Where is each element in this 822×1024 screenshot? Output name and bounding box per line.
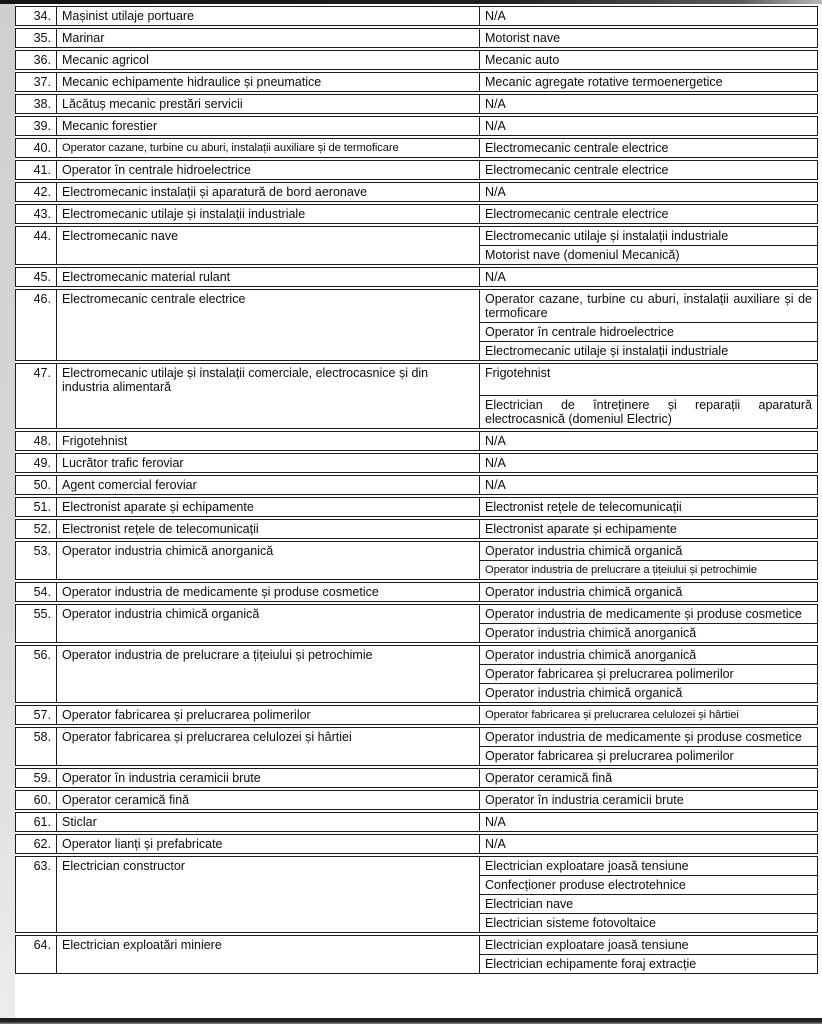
occupation-cell: Electrician exploatări miniere <box>57 936 480 973</box>
related-occupations-cell <box>480 769 817 787</box>
left-page-margin <box>0 0 15 1024</box>
occupation-cell: Electronist rețele de telecomunicații <box>57 520 480 538</box>
occupation-cell: Electromecanic centrale electrice <box>57 290 480 360</box>
row-number-cell: 48. <box>16 432 57 450</box>
row-number-cell: 38. <box>16 95 57 113</box>
row-number-cell: 43. <box>16 205 57 223</box>
table-row <box>15 50 818 70</box>
occupation-cell: Agent comercial feroviar <box>57 476 480 494</box>
occupation-cell: Operator fabricarea și prelucrarea polimerilor <box>57 706 480 724</box>
related-occupations-cell <box>480 520 817 538</box>
row-number-cell: 58. <box>16 728 57 765</box>
related-occupation-entry: Operator fabricarea și prelucrarea polimerilor <box>480 664 817 683</box>
table-row <box>15 856 818 933</box>
related-occupations-cell <box>480 476 817 494</box>
related-occupations-cell <box>480 454 817 472</box>
related-occupations-cell <box>480 161 817 179</box>
related-occupation-entry: Operator industria de medicamente și produse cosmetice <box>485 730 802 744</box>
occupation-cell: Lăcătuș mecanic prestări servicii <box>57 95 480 113</box>
row-number-cell: 41. <box>16 161 57 179</box>
table-row <box>15 541 818 580</box>
table-row <box>15 160 818 180</box>
row-number-cell: 39. <box>16 117 57 135</box>
related-occupation-entry: Motorist nave <box>485 31 561 45</box>
occupation-cell: Mecanic echipamente hidraulice și pneumatice <box>57 73 480 91</box>
table-row <box>15 363 818 429</box>
related-occupation-entry: N/A <box>485 119 506 133</box>
row-number-cell: 53. <box>16 542 57 579</box>
related-occupations-cell <box>480 290 817 360</box>
related-occupation-entry: Electrician exploatare joasă tensiune <box>485 859 689 873</box>
related-occupation-entry: Operator fabricarea și prelucrarea celulozei și hârtiei <box>485 709 739 721</box>
related-occupations-cell <box>480 835 817 853</box>
correspondence-table <box>15 4 818 974</box>
related-occupations-cell <box>480 117 817 135</box>
related-occupation-entry: Electrician exploatare joasă tensiune <box>485 938 689 952</box>
table-row <box>15 475 818 495</box>
related-occupations-cell <box>480 268 817 286</box>
related-occupation-entry: Electromecanic utilaje și instalații industriale <box>485 229 729 243</box>
related-occupation-entry: Operator industria chimică organică <box>485 585 683 599</box>
table-row <box>15 790 818 810</box>
related-occupations-cell <box>480 95 817 113</box>
table-row <box>15 138 818 158</box>
related-occupation-entry: Operator în centrale hidroelectrice <box>480 322 817 341</box>
related-occupation-entry: Frigotehnist <box>485 366 551 380</box>
related-occupation-entry: Electrician echipamente foraj extracție <box>480 954 817 973</box>
related-occupation-entry: Operator industria chimică anorganică <box>485 648 697 662</box>
related-occupation-entry: Electromecanic centrale electrice <box>485 163 669 177</box>
row-number-cell: 52. <box>16 520 57 538</box>
related-occupation-entry: Operator industria chimică anorganică <box>480 623 817 642</box>
row-number-cell: 49. <box>16 454 57 472</box>
table-row <box>15 72 818 92</box>
occupation-cell: Frigotehnist <box>57 432 480 450</box>
related-occupations-cell <box>480 583 817 601</box>
table-row <box>15 267 818 287</box>
table-row <box>15 705 818 725</box>
related-occupation-entry: Operator fabricarea și prelucrarea polimerilor <box>480 746 817 765</box>
related-occupations-cell <box>480 728 817 765</box>
related-occupation-entry: N/A <box>485 837 506 851</box>
row-number-cell: 44. <box>16 227 57 264</box>
related-occupations-cell <box>480 813 817 831</box>
related-occupation-entry: Confecționer produse electrotehnice <box>480 875 817 894</box>
occupation-cell: Electromecanic nave <box>57 227 480 264</box>
related-occupations-cell <box>480 183 817 201</box>
occupation-cell: Electromecanic instalații și aparatură de bord aeronave <box>57 183 480 201</box>
occupation-cell: Electronist aparate și echipamente <box>57 498 480 516</box>
row-number-cell: 35. <box>16 29 57 47</box>
related-occupations-cell <box>480 857 817 932</box>
occupation-cell: Lucrător trafic feroviar <box>57 454 480 472</box>
occupation-cell: Operator industria de medicamente și produse cosmetice <box>57 583 480 601</box>
bottom-edge-bar <box>0 1018 822 1024</box>
related-occupation-entry: Electromecanic centrale electrice <box>485 207 669 221</box>
row-number-cell: 47. <box>16 364 57 428</box>
table-row <box>15 519 818 539</box>
table-row <box>15 645 818 703</box>
table-row <box>15 604 818 643</box>
related-occupation-entry: Electronist aparate și echipamente <box>485 522 677 536</box>
row-number-cell: 51. <box>16 498 57 516</box>
related-occupation-entry: Operator industria de medicamente și produse cosmetice <box>485 607 802 621</box>
row-number-cell: 64. <box>16 936 57 973</box>
related-occupation-entry: Operator industria chimică organică <box>480 683 817 702</box>
related-occupation-entry: Electrician sisteme fotovoltaice <box>480 913 817 932</box>
row-number-cell: 45. <box>16 268 57 286</box>
related-occupations-cell <box>480 542 817 579</box>
row-number-cell: 63. <box>16 857 57 932</box>
related-occupation-entry: Mecanic agregate rotative termoenergetice <box>485 75 723 89</box>
table-row <box>15 431 818 451</box>
related-occupations-cell <box>480 936 817 973</box>
table-row <box>15 204 818 224</box>
occupation-cell: Electromecanic material rulant <box>57 268 480 286</box>
related-occupations-cell <box>480 205 817 223</box>
related-occupation-entry: Electromecanic centrale electrice <box>485 141 669 155</box>
related-occupation-entry: Electrician de întreținere și reparații aparatură electrocasnică (domeniul Electric) <box>480 395 817 428</box>
related-occupation-entry: Operator industria de prelucrare a țițeiului și petrochimie <box>480 560 817 579</box>
related-occupations-cell <box>480 227 817 264</box>
occupation-cell: Operator industria chimică anorganică <box>57 542 480 579</box>
related-occupations-cell <box>480 498 817 516</box>
occupation-cell: Marinar <box>57 29 480 47</box>
table-row <box>15 182 818 202</box>
table-row <box>15 226 818 265</box>
row-number-cell: 62. <box>16 835 57 853</box>
related-occupation-entry: Operator în industria ceramicii brute <box>485 793 684 807</box>
occupation-cell: Mecanic forestier <box>57 117 480 135</box>
occupation-cell: Operator în industria ceramicii brute <box>57 769 480 787</box>
table-row <box>15 28 818 48</box>
table-row <box>15 834 818 854</box>
occupation-cell: Mașinist utilaje portuare <box>57 7 480 25</box>
table-row <box>15 812 818 832</box>
related-occupations-cell <box>480 646 817 702</box>
related-occupation-entry: N/A <box>485 9 506 23</box>
related-occupation-entry: Motorist nave (domeniul Mecanică) <box>480 245 817 264</box>
row-number-cell: 57. <box>16 706 57 724</box>
related-occupation-entry: Operator ceramică fină <box>485 771 613 785</box>
occupation-cell: Electromecanic utilaje și instalații industriale <box>57 205 480 223</box>
related-occupation-entry: N/A <box>485 456 506 470</box>
top-edge-bar <box>0 0 822 4</box>
row-number-cell: 36. <box>16 51 57 69</box>
related-occupation-entry: N/A <box>485 270 506 284</box>
row-number-cell: 61. <box>16 813 57 831</box>
table-row <box>15 289 818 361</box>
occupation-cell: Operator în centrale hidroelectrice <box>57 161 480 179</box>
row-number-cell: 59. <box>16 769 57 787</box>
table-row <box>15 727 818 766</box>
row-number-cell: 37. <box>16 73 57 91</box>
row-number-cell: 42. <box>16 183 57 201</box>
related-occupations-cell <box>480 139 817 157</box>
related-occupations-cell <box>480 432 817 450</box>
occupation-cell: Electrician constructor <box>57 857 480 932</box>
occupation-cell: Operator ceramică fină <box>57 791 480 809</box>
related-occupation-entry: N/A <box>485 97 506 111</box>
table-row <box>15 116 818 136</box>
occupation-cell: Operator lianți și prefabricate <box>57 835 480 853</box>
related-occupations-cell <box>480 706 817 724</box>
occupation-cell: Operator industria de prelucrare a țițeiului și petrochimie <box>57 646 480 702</box>
related-occupations-cell <box>480 364 817 428</box>
related-occupation-entry: N/A <box>485 478 506 492</box>
row-number-cell: 46. <box>16 290 57 360</box>
row-number-cell: 50. <box>16 476 57 494</box>
related-occupations-cell <box>480 791 817 809</box>
related-occupations-cell <box>480 51 817 69</box>
row-number-cell: 60. <box>16 791 57 809</box>
table-row <box>15 768 818 788</box>
related-occupation-entry: N/A <box>485 815 506 829</box>
related-occupation-entry: Mecanic auto <box>485 53 560 67</box>
table-row <box>15 935 818 974</box>
related-occupation-entry: Operator cazane, turbine cu aburi, instalații auxiliare și de termoficare <box>485 292 812 320</box>
row-number-cell: 54. <box>16 583 57 601</box>
row-number-cell: 40. <box>16 139 57 157</box>
table-row <box>15 94 818 114</box>
related-occupation-entry: Electrician nave <box>480 894 817 913</box>
occupation-cell: Operator cazane, turbine cu aburi, instalații auxiliare și de termoficare <box>57 139 480 157</box>
related-occupation-entry: N/A <box>485 434 506 448</box>
table-row <box>15 6 818 26</box>
occupation-cell: Electromecanic utilaje și instalații comerciale, electrocasnice și din industria alimentară <box>57 364 480 428</box>
table-row <box>15 582 818 602</box>
related-occupations-cell <box>480 73 817 91</box>
related-occupation-entry: Electromecanic utilaje și instalații industriale <box>480 341 817 360</box>
related-occupation-entry: N/A <box>485 185 506 199</box>
occupation-cell: Sticlar <box>57 813 480 831</box>
related-occupation-entry: Operator industria chimică organică <box>485 544 683 558</box>
related-occupations-cell <box>480 7 817 25</box>
row-number-cell: 56. <box>16 646 57 702</box>
related-occupation-entry: Electronist rețele de telecomunicații <box>485 500 682 514</box>
occupation-cell: Operator industria chimică organică <box>57 605 480 642</box>
table-row <box>15 497 818 517</box>
occupation-cell: Operator fabricarea și prelucrarea celulozei și hârtiei <box>57 728 480 765</box>
row-number-cell: 55. <box>16 605 57 642</box>
table-row <box>15 453 818 473</box>
occupation-cell: Mecanic agricol <box>57 51 480 69</box>
related-occupations-cell <box>480 605 817 642</box>
related-occupations-cell <box>480 29 817 47</box>
row-number-cell: 34. <box>16 7 57 25</box>
